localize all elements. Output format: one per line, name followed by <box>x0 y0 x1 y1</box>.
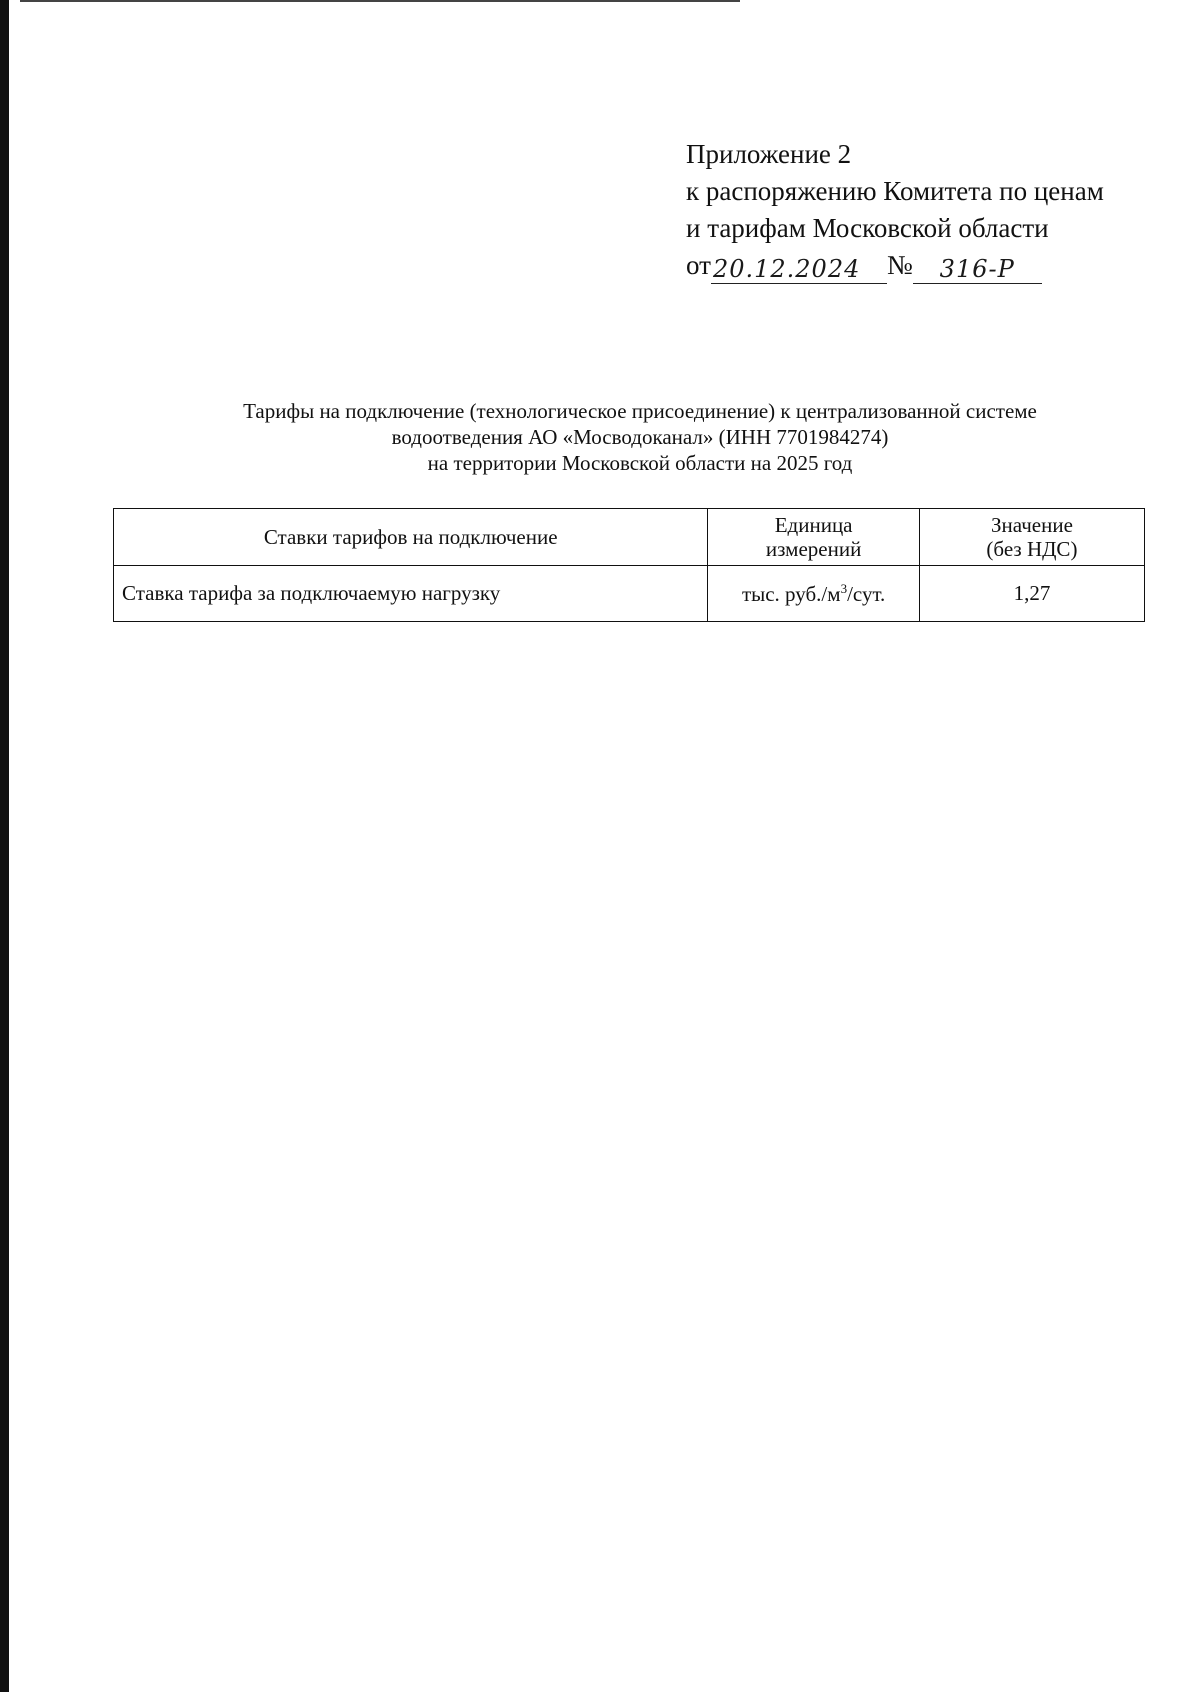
row-unit <box>708 566 920 622</box>
scan-left-edge <box>0 0 9 1692</box>
attachment-block <box>686 136 1104 284</box>
scan-top-edge <box>20 0 740 2</box>
attachment-title: Приложение 2 <box>686 139 852 169</box>
date-prefix: от <box>686 250 711 280</box>
tariff-table <box>113 508 1145 622</box>
header-value-line-1: Значение <box>990 513 1073 537</box>
title-line-2: водоотведения АО «Мосводоканал» (ИНН 7701984274) <box>391 425 889 449</box>
handwritten-number: 316-Р <box>913 255 1042 284</box>
header-unit-line-1: Единица <box>774 513 853 537</box>
attachment-order-line: к распоряжению Комитета по ценам <box>686 176 1104 206</box>
handwritten-date: 20.12.2024 <box>711 255 887 284</box>
header-rate-name: Ставки тарифов на подключение <box>114 509 708 566</box>
row-rate-name: Ставка тарифа за подключаемую нагрузку <box>114 566 708 622</box>
table-row <box>114 566 1145 622</box>
document-title <box>140 398 1140 476</box>
header-unit-line-2: измерений <box>765 537 862 561</box>
row-unit-prefix: тыс. руб./м <box>741 581 841 606</box>
header-value <box>919 509 1144 566</box>
row-unit-suffix: /сут. <box>847 581 886 606</box>
number-prefix: № <box>886 250 913 280</box>
attachment-date-line <box>686 247 1104 284</box>
row-value: 1,27 <box>919 566 1144 622</box>
row-unit-sup: 3 <box>840 580 848 596</box>
title-line-3: на территории Московской области на 2025 год <box>427 451 853 475</box>
header-value-line-2: (без НДС) <box>986 537 1078 561</box>
title-line-1: Тарифы на подключение (технологическое присоединение) к централизованной системе <box>243 399 1037 423</box>
table-header-row <box>114 509 1145 566</box>
header-unit <box>708 509 920 566</box>
attachment-committee-line: и тарифам Московской области <box>686 213 1049 243</box>
